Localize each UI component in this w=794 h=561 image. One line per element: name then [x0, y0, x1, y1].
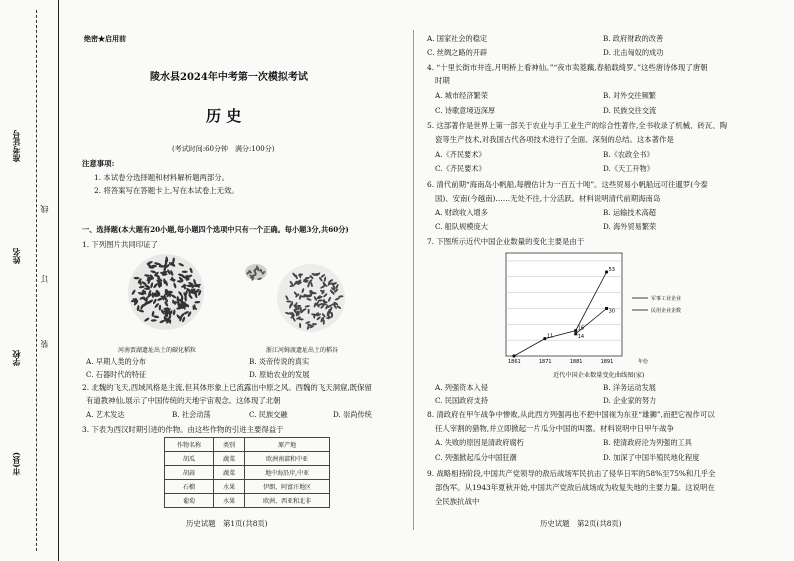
q3-option-a[interactable]: A. 国家社会的稳定 [427, 34, 488, 43]
table-cell: 胡蒜 [165, 466, 214, 480]
exam-title: 陵水县2024年中考第一次模拟考试 [150, 72, 308, 83]
q7-option-c[interactable]: C. 民国政府支持 [435, 396, 488, 405]
table-cell: 胡瓜 [165, 452, 214, 466]
q9-line-3: 全民族抗战中 [435, 497, 480, 506]
data-label: 16 [577, 325, 585, 332]
table-header: 原产地 [245, 438, 330, 452]
q1-caption-right: 浙江河姆渡遗址出土的稻谷 [266, 347, 339, 354]
binding-margin [0, 0, 59, 561]
q3-option-c[interactable]: C. 丝绸之路的开辟 [427, 48, 488, 57]
q5-option-a[interactable]: A.《齐民要术》 [435, 150, 486, 159]
footer-left: 历史试题 第1页(共8页) [186, 519, 268, 528]
note-1: 1. 本试卷分选择题和材料解析题两部分。 [94, 173, 230, 182]
rice-grain-small-photo [243, 262, 269, 282]
x-axis-label: 年份 [638, 359, 649, 365]
q6-option-d[interactable]: D. 海外贸易繁荣 [603, 222, 657, 231]
subject-title: 历 史 [206, 107, 242, 125]
table-row [165, 452, 330, 466]
q9-line-1: 9. 战略相持阶段,中国共产党领导的敌后战场军民抗击了侵华日军的58%至75%和几乎全 [427, 469, 716, 478]
table-row [165, 480, 330, 494]
q5-line-1: 5. 这部著作是世界上第一部关于农业与手工业生产的综合性著作,全书收录了机械、砖瓦、陶 [427, 121, 727, 130]
fold-mark-line: 线 [40, 205, 49, 213]
fold-mark-bind: 订 [40, 275, 49, 283]
notes-title: 注意事项: [82, 159, 115, 168]
q5-option-c[interactable]: C.《齐民要术》 [435, 164, 486, 173]
table-cell: 水果 [214, 494, 245, 508]
q7-chart-caption: 近代中国企业数量变化曲线图(家) [553, 372, 645, 379]
q1-option-a[interactable]: A. 早期人类的分布 [86, 357, 147, 366]
q3-option-d[interactable]: D. 北击匈奴的成功 [603, 48, 664, 57]
q6-option-b[interactable]: B. 运输技术高超 [603, 208, 656, 217]
q5-option-d[interactable]: D.《天工开物》 [603, 164, 654, 173]
q7-stem: 7. 下图所示近代中国企业数量的变化主要是由于 [427, 237, 585, 246]
q8-option-d[interactable]: D. 加深了中国半殖民地化程度 [603, 453, 700, 462]
data-label: 30 [608, 308, 615, 315]
table-cell: 蔬菜 [214, 452, 245, 466]
table-header-row [165, 438, 330, 452]
q2-option-c[interactable]: C. 民族交融 [249, 410, 288, 419]
fold-mark-seal: 装 [40, 340, 49, 348]
table-cell: 伊朗、阿富汗地区 [245, 480, 330, 494]
cut-line [36, 10, 37, 551]
table-cell: 石榴 [165, 480, 214, 494]
q7-option-a[interactable]: A. 列强资本入侵 [435, 383, 488, 392]
q8-option-a[interactable]: A. 失败的原因是清政府腐朽 [435, 438, 524, 447]
carbonized-rice-photo [126, 252, 206, 332]
q1-caption-left: 河南贾湖遗址出土的碳化稻粒 [118, 347, 197, 354]
q3-stem: 3. 下表为西汉时期引进的作物。由这些作物的引进主要得益于 [82, 425, 284, 434]
table-row [165, 494, 330, 508]
q1-option-c[interactable]: C. 石器时代的特征 [86, 370, 147, 379]
legend-label: 民用企业企数 [651, 308, 682, 314]
q5-line-2: 瓷等生产技术,对我国古代各项技术进行了全面、深刻的总结。这本著作是 [435, 135, 674, 144]
table-cell: 欧洲南部和中亚 [245, 452, 330, 466]
table-cell: 葡萄 [165, 494, 214, 508]
q8-line-2: 任人宰割的猎物,并立即掀起一片瓜分中国的叫嚣。材料说明中日甲午战争 [435, 424, 674, 433]
q4-option-c[interactable]: C. 诗歌意境迈深厚 [435, 106, 496, 115]
q2-option-d[interactable]: D. 崇尚传统 [333, 410, 372, 419]
q8-line-1: 8. 清政府在甲午战争中惨败,从此西方列强再也不把中国视为东亚“雄狮”,而把它视作可以 [427, 410, 715, 419]
data-label: 11 [546, 333, 554, 340]
q1-option-d[interactable]: D. 原始农业的发展 [249, 370, 310, 379]
q8-option-c[interactable]: C. 列强掀起瓜分中国狂潮 [435, 453, 517, 462]
q6-option-a[interactable]: A. 财政收入增多 [435, 208, 488, 217]
q2-option-a[interactable]: A. 艺术发达 [86, 410, 125, 419]
admission-number-label: 准考证号 [11, 130, 21, 162]
name-label: 姓名 [11, 248, 21, 264]
footer-right: 历史试题 第2页(共8页) [540, 519, 622, 528]
q1-option-b[interactable]: B. 炎帝传说的真实 [249, 357, 310, 366]
table-header: 作物名称 [165, 438, 214, 452]
section1-heading: 一、选择题(本大题有20小题,每小题四个选项中只有一个正确。每小题3分,共60分) [82, 225, 349, 234]
q3-option-b[interactable]: B. 政府财政的改善 [603, 34, 664, 43]
q8-option-b[interactable]: B. 使清政府沦为列强的工具 [603, 438, 692, 447]
q7-option-d[interactable]: D. 企业家的努力 [603, 396, 657, 405]
table-row [165, 466, 330, 480]
x-tick-label: 1881 [569, 359, 583, 365]
legend-label: 军事工业企业 [651, 296, 682, 302]
x-tick-label: 1861 [508, 359, 521, 365]
note-2: 2. 将答案写在答题卡上,写在本试卷上无效。 [94, 186, 239, 195]
page-divider [413, 30, 414, 530]
rice-grain-photo [275, 262, 347, 334]
q9-line-2: 部伪军。从1943年夏秋开始,中国共产党敌后战场成为收复失地的主要力量。这说明在 [435, 483, 715, 492]
school-label: 学校 [11, 350, 21, 366]
x-tick-label: 1891 [600, 359, 614, 365]
table-cell: 地中海沿岸,中亚 [245, 466, 330, 480]
q5-option-b[interactable]: B.《农政全书》 [603, 150, 654, 159]
q6-line-1: 6. 清代前期“海南岛小帆船,每艘估计为一百五十吨”。这些贸易小帆船远可往暹罗(今泰 [427, 180, 708, 189]
q4-option-b[interactable]: B. 对外交往频繁 [603, 91, 656, 100]
secret-mark: 绝密★启用前 [84, 34, 126, 43]
q6-line-2: 国)、安南(今越南)……无处不往,十分活跃。材料说明清代前期海南岛 [435, 194, 661, 203]
table-header: 类别 [214, 438, 245, 452]
enterprise-count-chart [492, 250, 772, 368]
x-tick-label: 1871 [538, 359, 552, 365]
q4-line-2: 时期 [435, 76, 450, 85]
q2-line-1: 2. 北魏的飞天,西域风格是主流,但其体形象上已流露出中原之风。西魏的飞天洞窟,既保留 [82, 383, 372, 392]
q4-option-d[interactable]: D. 民族交往交流 [603, 106, 657, 115]
q4-line-1: 4. “十里长街市井连,月明桥上看神仙。”“夜市卖菱藕,春船载绮罗。”这些唐诗体现了唐朝 [427, 63, 708, 72]
q7-option-b[interactable]: B. 洋务运动发展 [603, 383, 656, 392]
table-cell: 欧洲、西亚和北非 [245, 494, 330, 508]
q2-option-b[interactable]: B. 社会动荡 [172, 410, 211, 419]
table-cell: 蔬菜 [214, 466, 245, 480]
q4-option-a[interactable]: A. 城市经济繁荣 [435, 91, 488, 100]
time-info: (考试时间:60分钟 满分:100分) [172, 145, 275, 153]
city-label: 市(县) [11, 452, 21, 476]
q1-stem: 1. 下列图片共同印证了 [82, 240, 158, 249]
data-label: 53 [608, 267, 615, 274]
q2-line-2: 有道教神仙,展示了中国传统的天地宇宙观念。这体现了北朝 [86, 396, 281, 405]
data-point [512, 354, 515, 357]
table-cell: 水果 [214, 480, 245, 494]
q3-crop-table [164, 437, 330, 508]
q6-option-c[interactable]: C. 船队规模庞大 [435, 222, 488, 231]
data-label: 14 [577, 333, 585, 340]
